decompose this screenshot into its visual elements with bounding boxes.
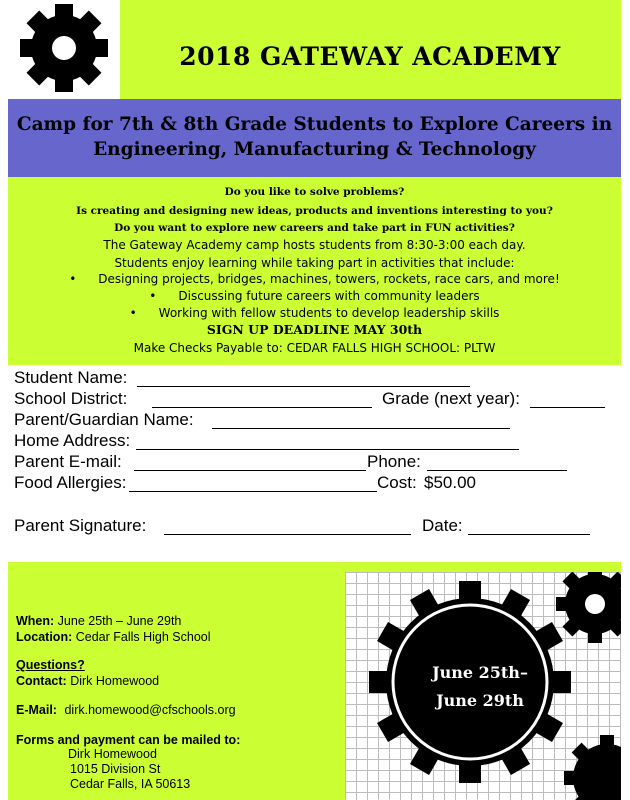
question-3: Do you want to explore new careers and take part in FUN activities? (114, 222, 515, 234)
phone-label: Phone: (367, 452, 421, 471)
parent-email-field[interactable] (134, 470, 366, 471)
mail-name: Dirk Homewood (68, 747, 157, 761)
school-district-label: School District: (14, 389, 128, 408)
parent-name-field[interactable] (212, 428, 510, 429)
date-label: Date: (422, 516, 463, 535)
email-row (16, 703, 236, 717)
subtitle (8, 112, 621, 162)
page-title: 2018 GATEWAY ACADEMY (179, 42, 561, 71)
location-value: Cedar Falls High School (75, 630, 211, 644)
student-name-field[interactable] (137, 386, 470, 387)
parent-email-label: Parent E-mail: (14, 452, 122, 471)
when-row (16, 614, 181, 628)
parent-signature-field[interactable] (164, 534, 411, 535)
activity-bullet: • Working with fellow students to develop leadership skills (8, 306, 621, 320)
question-1: Do you like to solve problems? (224, 186, 405, 198)
question-2: Is creating and designing new ideas, products and inventions interesting to you? (76, 205, 553, 217)
subtitle-line-1: Camp for 7th & 8th Grade Students to Explore Careers in (16, 114, 613, 135)
dates-line-1: June 25th– (432, 663, 528, 682)
questions-heading: Questions? (16, 658, 85, 672)
when-label: When: (16, 614, 55, 628)
parent-signature-label: Parent Signature: (14, 516, 147, 535)
checks-payable: Make Checks Payable to: CEDAR FALLS HIGH SCHOOL: PLTW (133, 341, 496, 355)
camp-hours: The Gateway Academy camp hosts students from 8:30-3:00 each day. (103, 238, 526, 252)
when-value: June 25th – June 29th (57, 614, 182, 628)
dates-line-2: June 29th (436, 691, 524, 710)
signup-deadline: SIGN UP DEADLINE MAY 30th (206, 322, 423, 337)
phone-field[interactable] (427, 470, 567, 471)
location-row (16, 630, 211, 644)
email-value[interactable]: dirk.homewood@cfschools.org (64, 703, 236, 717)
parent-name-label: Parent/Guardian Name: (14, 410, 194, 429)
grade-label: Grade (next year): (382, 389, 520, 408)
contact-label: Contact: (16, 674, 67, 688)
logo-box (8, 0, 120, 99)
activity-bullet: • Designing projects, bridges, machines, towers, rockets, race cars, and more! (8, 272, 621, 286)
food-allergies-field[interactable] (129, 491, 377, 492)
cost-label: Cost: (377, 473, 417, 492)
mail-city: Cedar Falls, IA 50613 (70, 777, 191, 791)
student-name-label: Student Name: (14, 368, 128, 387)
location-label: Location: (16, 630, 73, 644)
email-label: E-Mail: (16, 703, 57, 717)
food-allergies-label: Food Allergies: (14, 473, 127, 492)
grade-field[interactable] (530, 407, 605, 408)
mail-heading: Forms and payment can be mailed to: (16, 733, 241, 747)
school-district-field[interactable] (152, 407, 372, 408)
contact-value: Dirk Homewood (70, 674, 160, 688)
gear-icon (12, 0, 116, 99)
home-address-field[interactable] (136, 449, 519, 450)
cost-value: $50.00 (424, 473, 476, 492)
mail-street: 1015 Division St (70, 762, 161, 776)
home-address-label: Home Address: (14, 431, 131, 450)
contact-row (16, 674, 159, 688)
subtitle-line-2: Engineering, Manufacturing & Technology (93, 139, 536, 160)
date-field[interactable] (468, 534, 590, 535)
activities-intro: Students enjoy learning while taking part in activities that include: (114, 256, 515, 270)
activity-bullet: • Discussing future careers with community leaders (8, 289, 621, 303)
gears-icon (345, 572, 621, 800)
